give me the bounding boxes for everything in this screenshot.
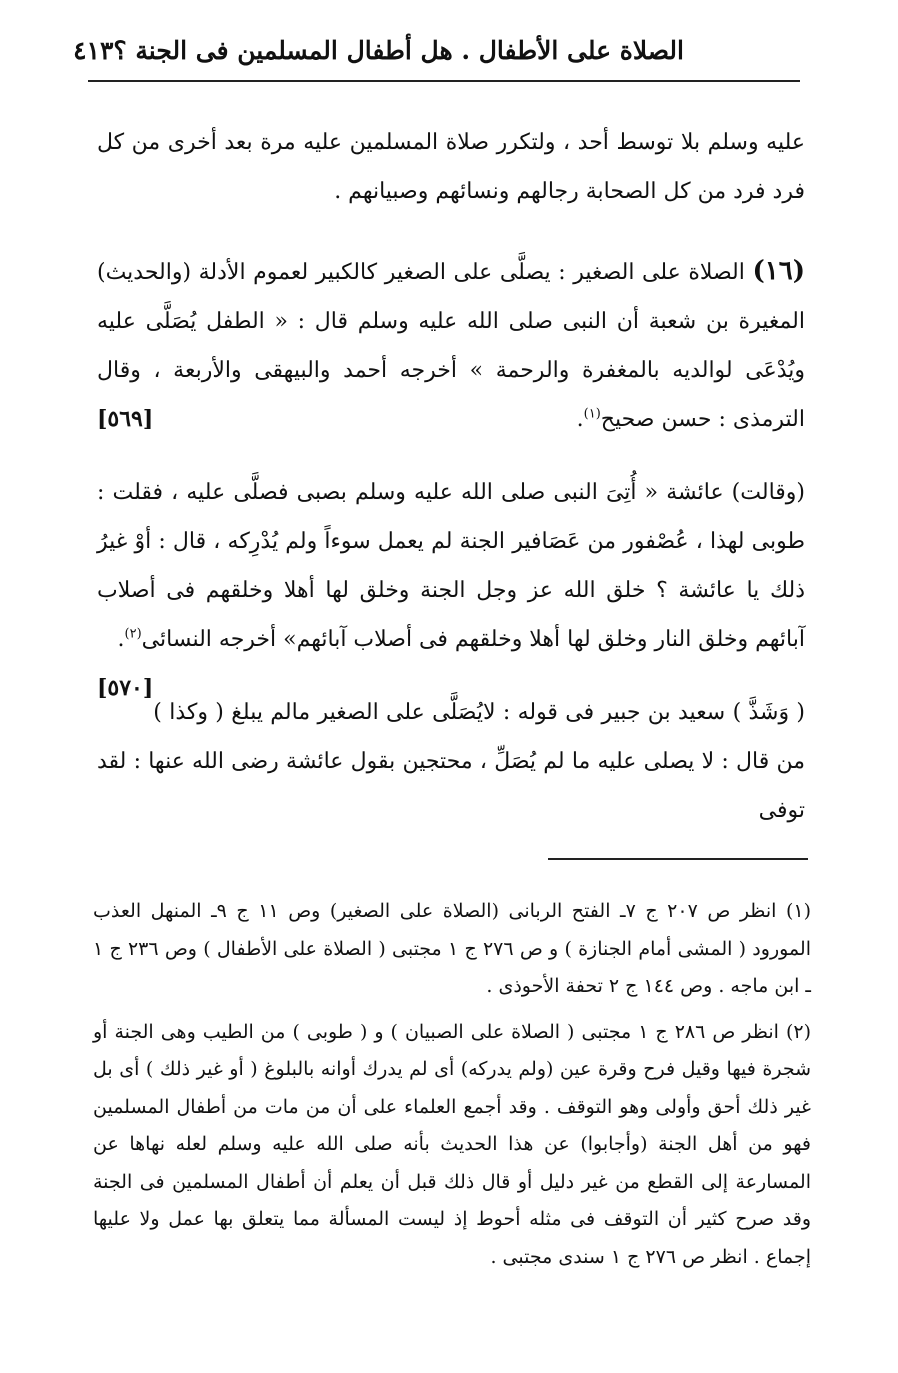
footnote-1: (١) انظر ص ٢٠٧ ج ٧ـ الفتح الربانى (الصلاة على الصغير) وص ١١ ج ٩ـ المنهل العذب المورود ( المشى أمام الجنازة ) و ص ٢٧٦ ج ١ مجتبى ( الصلاة على الأطفال ) وص ٢٣٦ ج ١ ـ ابن ماجه . وص ١٤٤ ج ٢ تحفة الأحوذى . [93,900,812,997]
paragraph-aisha [97,468,805,701]
paragraph-aisha-text: (وقالت) عائشة « أُتِىَ النبى صلى الله عليه وسلم بصبى فصلَّى عليه ، فقلت : طوبى لهذا ، عُصْفور من عَصَافير الجنة لم يعمل سوءاً ولم يُدْرِكه ، قال : أوْ غيرُ ذلك يا عائشة ؟ خلق الله عز وجل الجنة وخلق لها أهلا وخلقهم فى أصلاب آبائهم وخلق النار وخلق لها أهلا وخلقهم فى أصلاب آبائهم» أخرجه النسائى [97,480,805,652]
paragraph-saeed: ( وَشَذَّ ) سعيد بن جبير فى قوله : لايُصَلَّى على الصغير مالم يبلغ ( وكذا ) من قال : لا يصلى عليه ما لم يُصَلِّ ، محتجين بقول عائشة رضى الله عنها : لقد توفى [97,700,805,823]
header-rule [88,80,800,82]
page-header [73,30,684,70]
paragraph-16-end: . [576,407,584,432]
section-marker: (١٦) [752,256,805,286]
paragraph-16-text: الصلاة على الصغير : يصلَّى على الصغير كالكبير لعموم الأدلة (والحديث) المغيرة بن شعبة أن النبى صلى الله عليه وسلم قال : « الطفل يُصَلَّى عليه ويُدْعَى لوالديه بالمغفرة والرحمة » أخرجه أحمد والبيهقى والأربعة ، وقال الترمذى : حسن صحيح [97,260,805,432]
paragraph-aisha-end: . [117,627,125,652]
main-text [97,118,805,859]
paragraph-16 [97,247,805,444]
paragraph-continuation: عليه وسلم بلا توسط أحد ، ولتكرر صلاة المسلمين عليه مرة بعد أخرى من كل فرد فرد من كل الصحابة رجالهم ونسائهم وصبيانهم . [97,130,805,204]
footnote-ref-1: (١) [583,406,601,422]
footnote-ref-2: (٢) [124,626,142,642]
running-title: الصلاة على الأطفال . هل أطفال المسلمين فى الجنة ؟ [113,35,684,65]
hadith-number-570: [٥٧٠] [97,675,154,701]
footnote-separator [548,858,808,860]
footnotes [93,893,811,1284]
footnote-2: (٢) انظر ص ٢٨٦ ج ١ مجتبى ( الصلاة على الصبيان ) و ( طوبى ) من الطيب وهى الجنة أو شجرة فيها وقيل فرح وقرة عين (ولم يدركه) أى لم يدرك أوانه بالبلوغ ( أو غير ذلك ) أى بل غير ذلك أحق وأولى وهو التوقف . وقد أجمع العلماء على أن من مات من أطفال المسلمين فهو من أهل الجنة (وأجابوا) عن هذا الحديث بأنه صلى الله عليه وسلم لعله نهاها عن المسارعة إلى القطع من غير دليل أو قال ذلك قبل أن يعلم أن أطفال المسلمين فى الجنة وقد صرح كثير أن التوقف فى مثله أحوط إذ ليست المسألة مما يتعلق بها عمل ولا عليها إجماع . انظر ص ٢٧٦ ج ١ سندى مجتبى . [93,1020,812,1268]
hadith-number-569: [٥٦٩] [97,406,154,432]
page-number: ٤١٣ [73,35,114,65]
